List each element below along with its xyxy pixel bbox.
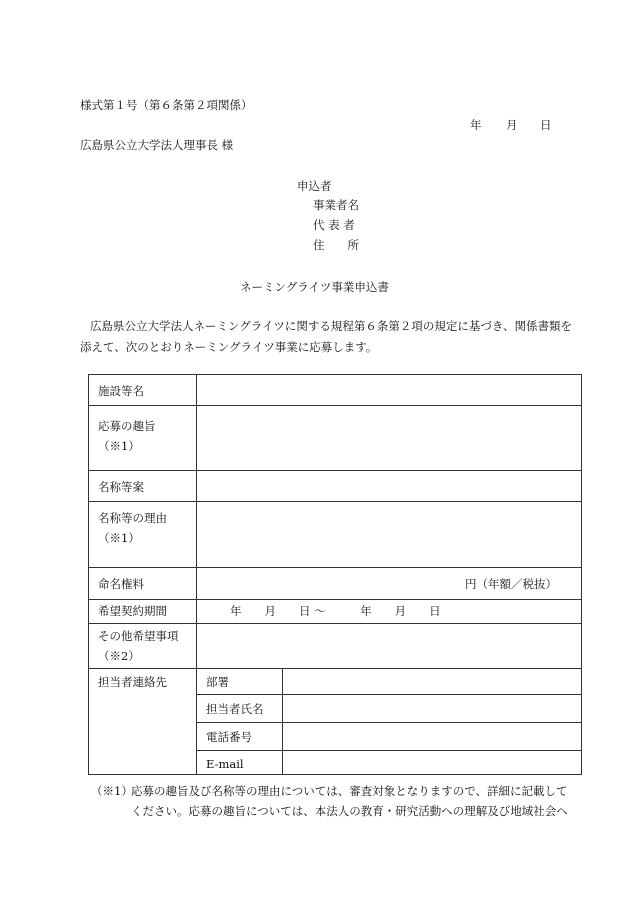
name-reason-label xyxy=(89,502,197,568)
fee-field[interactable] xyxy=(197,568,582,600)
purpose-note: （※1） xyxy=(98,439,140,453)
table-row-facility xyxy=(89,375,582,406)
form-number: 様式第１号（第６条第２項関係） xyxy=(80,98,253,112)
other-label xyxy=(89,624,197,669)
contact-field-person-label: 担当者氏名 xyxy=(197,695,283,723)
other-field[interactable] xyxy=(197,624,582,669)
name-proposal-field[interactable] xyxy=(197,471,582,502)
contact-phone-input[interactable] xyxy=(283,723,582,751)
table-row-fee xyxy=(89,568,582,600)
intro-line-1: 広島県公立大学法人ネーミングライツに関する規程第６条第２項の規定に基づき、関係書類を xyxy=(90,319,572,333)
period-field[interactable] xyxy=(197,600,582,624)
applicant-representative: 代 表 者 xyxy=(313,218,355,232)
name-reason-note: （※1） xyxy=(98,531,140,545)
fee-label: 命名権料 xyxy=(89,568,197,600)
applicant-business-name: 事業者名 xyxy=(313,198,359,212)
facility-field[interactable] xyxy=(197,375,582,406)
contact-dept-input[interactable] xyxy=(283,669,582,695)
table-row-contact-dept xyxy=(89,669,582,695)
name-proposal-label: 名称等案 xyxy=(89,471,197,502)
table-row-period xyxy=(89,600,582,624)
footnote-line-1: 応募の趣旨及び名称等の理由については、審査対象となりますので、詳細に記載して xyxy=(131,784,568,798)
footnote-line-2: ください。応募の趣旨については、本法人の教育・研究活動への理解及び地域社会へ xyxy=(131,804,568,818)
period-label: 希望契約期間 xyxy=(89,600,197,624)
date-month: 月 xyxy=(506,118,518,132)
applicant-heading: 申込者 xyxy=(297,179,332,193)
name-reason-field[interactable] xyxy=(197,502,582,568)
period-value: 年 月 日 ～ 年 月 日 xyxy=(230,604,441,618)
date-year: 年 xyxy=(470,118,482,132)
application-table xyxy=(88,374,582,775)
document-title: ネーミングライツ事業申込書 xyxy=(240,280,389,294)
contact-field-email-label: E-mail xyxy=(197,751,283,775)
contact-field-dept-label: 部署 xyxy=(197,669,283,695)
contact-email-input[interactable] xyxy=(283,751,582,775)
contact-label: 担当者連絡先 xyxy=(89,669,197,775)
purpose-label-text: 応募の趣旨 xyxy=(98,419,156,433)
footnote-mark: （※1） xyxy=(91,784,133,798)
other-label-text: その他希望事項 xyxy=(98,629,179,643)
purpose-label xyxy=(89,406,197,471)
fee-unit: 円（年額／税抜） xyxy=(465,577,557,591)
table-row-name-proposal xyxy=(89,471,582,502)
name-reason-label-text: 名称等の理由 xyxy=(98,511,167,525)
intro-line-2: 添えて、次のとおりネーミングライツ事業に応募します。 xyxy=(80,340,378,354)
table-row-name-reason xyxy=(89,502,582,568)
purpose-field[interactable] xyxy=(197,406,582,471)
other-note: （※2） xyxy=(98,649,140,663)
table-row-other xyxy=(89,624,582,669)
applicant-address: 住 所 xyxy=(313,238,359,252)
contact-person-input[interactable] xyxy=(283,695,582,723)
contact-field-phone-label: 電話番号 xyxy=(197,723,283,751)
facility-label: 施設等名 xyxy=(89,375,197,406)
table-row-purpose xyxy=(89,406,582,471)
addressee: 広島県公立大学法人理事長 様 xyxy=(80,138,234,152)
date-day: 日 xyxy=(540,118,552,132)
